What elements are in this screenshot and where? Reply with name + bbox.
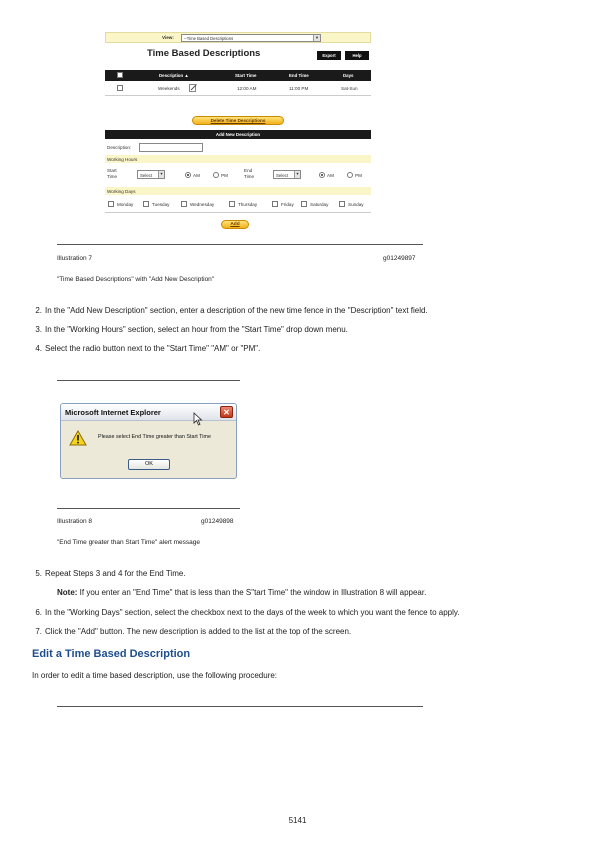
start-time-select[interactable]: Select ▼ — [137, 170, 165, 179]
end-am-radio[interactable] — [319, 172, 325, 178]
add-button[interactable]: Add — [221, 220, 249, 229]
wednesday-checkbox[interactable] — [181, 201, 187, 207]
figure7-label: Illustration 7 — [57, 255, 93, 262]
view-select-value: --Time Based Descriptions — [184, 36, 234, 41]
working-days-section — [105, 187, 371, 195]
figure7-id: g01249897 — [383, 255, 416, 262]
table-header — [105, 70, 371, 81]
illustration-7-screenshot — [103, 28, 375, 233]
ok-button[interactable]: OK — [128, 459, 170, 470]
chevron-down-icon: ▼ — [295, 172, 300, 176]
figure7-caption: "Time Based Descriptions" with "Add New Description" — [57, 276, 215, 283]
chevron-down-icon: ▼ — [159, 172, 164, 176]
note-label: Note: — [57, 588, 78, 597]
note-text: If you enter an "End Time" that is less than the S"tart Time" the window in Illustration 8 will appear. — [77, 588, 427, 597]
working-days-label: Working Days — [107, 188, 136, 194]
view-select[interactable] — [181, 34, 321, 42]
tuesday-label: Tuesday — [152, 202, 170, 207]
dialog-title: Microsoft Internet Explorer — [65, 408, 161, 417]
days-row — [105, 198, 371, 210]
monday-label: Monday — [117, 202, 134, 207]
sunday-label: Sunday — [348, 202, 364, 207]
select-all-checkbox[interactable] — [117, 72, 123, 78]
thursday-label: Thursday — [238, 202, 258, 207]
start-pm-label: PM — [221, 173, 228, 178]
figure-rule — [57, 380, 240, 381]
note — [57, 588, 426, 597]
thursday-checkbox[interactable] — [229, 201, 235, 207]
saturday-checkbox[interactable] — [301, 201, 307, 207]
figure8-caption: "End Time greater than Start Time" alert message — [57, 539, 200, 546]
divider — [105, 212, 371, 213]
dialog-titlebar — [61, 404, 236, 421]
start-am-label: AM — [193, 173, 200, 178]
column-start-time[interactable]: Start Time — [235, 73, 257, 78]
page-number: 5141 — [288, 816, 307, 825]
warning-icon — [69, 430, 87, 446]
paragraph: In order to edit a time based description, use the following procedure: — [32, 671, 278, 680]
end-pm-label: PM — [355, 173, 362, 178]
friday-checkbox[interactable] — [272, 201, 278, 207]
column-days[interactable]: Days — [343, 73, 354, 78]
figure8-id: g01249898 — [201, 518, 234, 525]
end-time-select[interactable]: Select ▼ — [273, 170, 301, 179]
end-am-label: AM — [327, 173, 334, 178]
end-pm-radio[interactable] — [347, 172, 353, 178]
monday-checkbox[interactable] — [108, 201, 114, 207]
edit-icon[interactable] — [189, 84, 197, 92]
dialog-message: Please select End Time greater than Start Time — [98, 434, 211, 440]
chevron-down-icon: ▼ — [313, 35, 320, 41]
row-description: Weekends — [158, 86, 180, 91]
figure-rule — [57, 244, 423, 245]
view-label: View: — [162, 35, 174, 40]
screen-title: Time Based Descriptions — [147, 48, 261, 59]
description-input[interactable] — [139, 143, 203, 152]
time-row — [105, 165, 371, 185]
tuesday-checkbox[interactable] — [143, 201, 149, 207]
description-label: Description: — [107, 145, 132, 150]
figure-rule — [57, 508, 240, 509]
help-button[interactable]: Help — [345, 51, 369, 60]
view-bar — [105, 32, 371, 43]
description-row — [105, 141, 371, 154]
row-start-time: 12:00 AM — [237, 86, 257, 91]
figure8-label: Illustration 8 — [57, 518, 93, 525]
start-time-label: Start Time — [107, 168, 118, 179]
end-time-label: End Time — [244, 168, 255, 179]
figure-rule — [57, 706, 423, 707]
working-hours-label: Working Hours — [107, 156, 138, 162]
section-heading: Edit a Time Based Description — [32, 648, 191, 660]
add-new-description-header: Add New Description — [105, 130, 371, 139]
export-button[interactable]: Export — [317, 51, 341, 60]
delete-descriptions-button[interactable]: Delete Time Descriptions — [192, 116, 284, 125]
column-description[interactable]: Description ▲ — [159, 73, 189, 78]
sunday-checkbox[interactable] — [339, 201, 345, 207]
start-am-radio[interactable] — [185, 172, 191, 178]
row-end-time: 11:00 PM — [289, 86, 309, 91]
close-icon[interactable]: ✕ — [220, 406, 233, 418]
mouse-cursor-icon — [193, 412, 203, 426]
working-hours-section — [105, 155, 371, 163]
wednesday-label: Wednesday — [190, 202, 215, 207]
alert-dialog — [60, 403, 237, 479]
table-row — [105, 81, 371, 96]
row-checkbox[interactable] — [117, 85, 123, 91]
saturday-label: Saturday — [310, 202, 329, 207]
column-end-time[interactable]: End Time — [289, 73, 309, 78]
friday-label: Friday — [281, 202, 294, 207]
start-pm-radio[interactable] — [213, 172, 219, 178]
row-days: Sat-Sun — [341, 86, 358, 91]
